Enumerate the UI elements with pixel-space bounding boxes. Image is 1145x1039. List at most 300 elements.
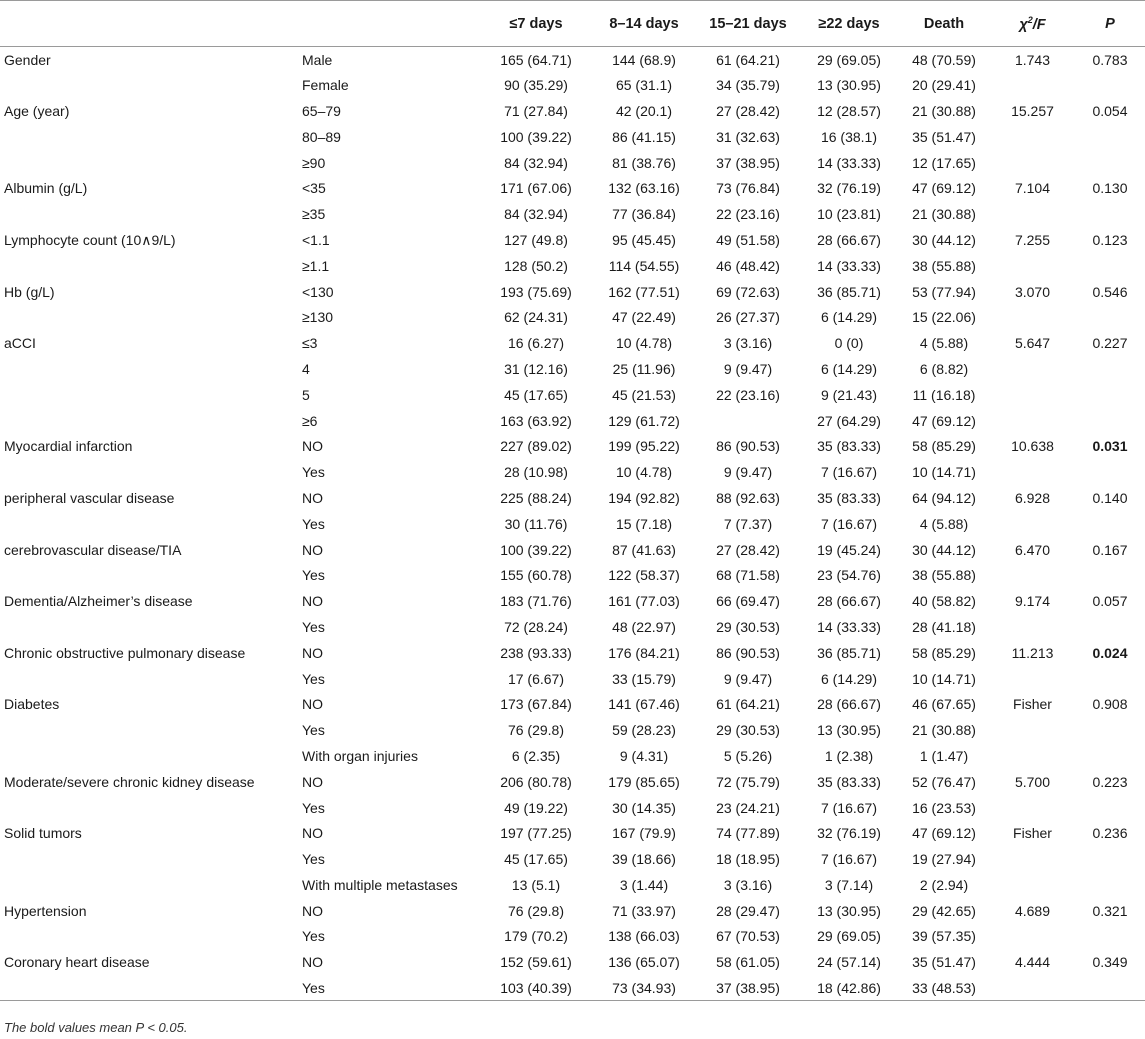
table-row (0, 227, 1145, 253)
level-cell: With organ injuries (302, 747, 418, 764)
level-cell: Yes (300, 975, 480, 1001)
le7-cell: 197 (77.25) (500, 825, 572, 842)
stat-cell (990, 562, 1075, 588)
days-8-14-cell: 179 (85.65) (608, 773, 680, 790)
ge22-cell: 19 (45.24) (817, 541, 881, 558)
days-15-21-cell: 29 (30.53) (716, 722, 780, 739)
table-row (0, 304, 1145, 330)
days-8-14-cell: 95 (45.45) (612, 231, 676, 248)
p-value-cell (1075, 408, 1145, 434)
table-row (0, 433, 1145, 459)
days-8-14-cell: 81 (38.76) (612, 154, 676, 171)
death-cell: 38 (55.88) (912, 257, 976, 274)
level-cell: 65–79 (302, 102, 341, 119)
stat-cell (990, 872, 1075, 898)
days-15-21-cell: 46 (48.42) (716, 257, 780, 274)
p-value-cell: 0.057 (1092, 593, 1128, 610)
death-cell: 1 (1.47) (919, 747, 969, 764)
p-value-cell: 0.167 (1092, 541, 1128, 558)
variable-cell (0, 408, 300, 434)
p-value-cell (1075, 666, 1145, 692)
table-row (0, 640, 1145, 666)
ge22-cell: 35 (83.33) (817, 489, 881, 506)
le7-cell: 62 (24.31) (504, 309, 568, 326)
days-15-21-cell: 86 (90.53) (716, 644, 780, 661)
ge22-cell: 32 (76.19) (817, 825, 881, 842)
le7-cell: 84 (32.94) (504, 154, 568, 171)
days-8-14-cell: 30 (14.35) (612, 799, 676, 816)
variable-cell: Gender (4, 51, 51, 68)
ge22-cell: 3 (7.14) (824, 876, 874, 893)
variable-cell (0, 382, 300, 408)
days-15-21-cell: 66 (69.47) (716, 593, 780, 610)
death-cell: 21 (30.88) (912, 722, 976, 739)
level-cell: Yes (302, 670, 325, 687)
death-cell: 35 (51.47) (912, 954, 976, 971)
variable-cell: cerebrovascular disease/TIA (4, 541, 182, 558)
p-value-cell (1075, 975, 1145, 1001)
stat-cell: 6.928 (1014, 489, 1051, 506)
le7-cell: 103 (40.39) (480, 975, 592, 1001)
p-value-cell (1075, 150, 1145, 176)
level-cell: 4 (302, 360, 310, 377)
table-row (0, 356, 1145, 382)
variable-cell (0, 356, 300, 382)
days-8-14-cell: 132 (63.16) (608, 180, 680, 197)
stat-cell: 6.470 (1014, 541, 1051, 558)
le7-cell: 72 (28.24) (504, 618, 568, 635)
days-15-21-cell: 27 (28.42) (716, 541, 780, 558)
variable-cell: Myocardial infarction (4, 438, 133, 455)
variable-cell: Age (year) (4, 102, 70, 119)
variable-cell (0, 795, 300, 821)
ge22-cell: 7 (16.67) (820, 464, 878, 481)
stat-cell (990, 201, 1075, 227)
le7-cell: 171 (67.06) (500, 180, 572, 197)
variable-cell: Albumin (g/L) (4, 180, 88, 197)
death-cell: 40 (58.82) (912, 593, 976, 610)
stat-cell: 10.638 (1011, 438, 1054, 455)
header-ge22: ≥22 days (800, 1, 898, 47)
le7-cell: 238 (93.33) (500, 644, 572, 661)
death-cell: 4 (5.88) (919, 335, 969, 352)
ge22-cell: 7 (16.67) (820, 515, 878, 532)
variable-cell: Hb (g/L) (4, 283, 55, 300)
ge22-cell: 32 (76.19) (817, 180, 881, 197)
le7-cell: 49 (19.22) (504, 799, 568, 816)
days-15-21-cell: 72 (75.79) (716, 773, 780, 790)
days-8-14-cell: 199 (95.22) (608, 438, 680, 455)
p-value-cell: 0.236 (1092, 825, 1128, 842)
variable-cell (0, 717, 300, 743)
death-cell: 12 (17.65) (912, 154, 976, 171)
level-cell: ≥35 (302, 206, 326, 223)
days-15-21-cell: 88 (92.63) (716, 489, 780, 506)
death-cell: 10 (14.71) (912, 670, 976, 687)
stat-cell (990, 356, 1075, 382)
ge22-cell: 14 (33.33) (817, 154, 881, 171)
ge22-cell: 28 (66.67) (817, 593, 881, 610)
days-8-14-cell: 144 (68.9) (612, 51, 676, 68)
days-15-21-cell: 58 (61.05) (716, 954, 780, 971)
ge22-cell: 13 (30.95) (817, 722, 881, 739)
p-value-cell (1075, 924, 1145, 950)
variable-cell: Diabetes (4, 696, 60, 713)
variable-cell (0, 124, 300, 150)
le7-cell: 227 (89.02) (500, 438, 572, 455)
days-8-14-cell: 77 (36.84) (612, 206, 676, 223)
level-cell: NO (302, 644, 323, 661)
days-8-14-cell: 162 (77.51) (608, 283, 680, 300)
days-15-21-cell: 9 (9.47) (723, 464, 773, 481)
stat-cell (990, 124, 1075, 150)
p-value-cell (1075, 356, 1145, 382)
level-cell: Male (302, 51, 333, 68)
header-level (300, 1, 480, 47)
death-cell: 2 (2.94) (919, 876, 969, 893)
variable-cell (0, 201, 300, 227)
days-8-14-cell: 48 (22.97) (612, 618, 676, 635)
p-value-cell: 0.054 (1092, 102, 1128, 119)
variable-cell: Moderate/severe chronic kidney disease (4, 773, 255, 790)
death-cell: 48 (70.59) (912, 51, 976, 68)
table-row (0, 72, 1145, 98)
death-cell: 21 (30.88) (912, 102, 976, 119)
level-cell: ≥1.1 (302, 257, 330, 274)
ge22-cell: 14 (33.33) (817, 618, 881, 635)
table-row (0, 279, 1145, 305)
ge22-cell: 29 (69.05) (817, 51, 881, 68)
level-cell: ≥130 (302, 309, 334, 326)
header-row (0, 1, 1145, 47)
stat-cell (990, 614, 1075, 640)
ge22-cell: 13 (30.95) (817, 902, 881, 919)
le7-cell: 179 (70.2) (504, 928, 568, 945)
p-value-cell (1075, 201, 1145, 227)
ge22-cell: 27 (64.29) (817, 412, 881, 429)
days-8-14-cell: 167 (79.9) (612, 825, 676, 842)
le7-cell: 45 (17.65) (504, 851, 568, 868)
le7-cell: 193 (75.69) (500, 283, 572, 300)
p-value-cell (1075, 124, 1145, 150)
level-cell: NO (302, 541, 323, 558)
ge22-cell: 6 (14.29) (820, 309, 878, 326)
p-value-cell: 0.123 (1092, 231, 1128, 248)
death-cell: 29 (42.65) (912, 902, 976, 919)
days-8-14-cell: 42 (20.1) (615, 102, 673, 119)
ge22-cell: 14 (33.33) (817, 257, 881, 274)
le7-cell: 16 (6.27) (507, 335, 565, 352)
death-cell: 4 (5.88) (919, 515, 969, 532)
level-cell: Yes (302, 567, 325, 584)
le7-cell: 100 (39.22) (500, 541, 572, 558)
table-row (0, 47, 1145, 73)
le7-cell: 152 (59.61) (500, 954, 572, 971)
header-stat (990, 1, 1075, 47)
table-row (0, 614, 1145, 640)
ge22-cell: 6 (14.29) (820, 360, 878, 377)
death-cell: 15 (22.06) (912, 309, 976, 326)
variable-cell: Chronic obstructive pulmonary disease (4, 644, 246, 661)
stat-cell (990, 975, 1075, 1001)
table-row (0, 459, 1145, 485)
header-stat-sup: 2 (1027, 14, 1033, 25)
death-cell: 16 (23.53) (912, 799, 976, 816)
p-value-cell: 0.227 (1092, 335, 1128, 352)
le7-cell: 76 (29.8) (507, 902, 565, 919)
days-15-21-cell: 61 (64.21) (716, 51, 780, 68)
stat-cell (990, 304, 1075, 330)
days-15-21-cell: 26 (27.37) (716, 309, 780, 326)
level-cell: NO (302, 696, 323, 713)
p-value-cell (1075, 511, 1145, 537)
le7-cell: 173 (67.84) (500, 696, 572, 713)
variable-cell (0, 872, 300, 898)
stat-cell (990, 666, 1075, 692)
ge22-cell: 1 (2.38) (824, 747, 874, 764)
p-value-cell: 0.783 (1092, 51, 1128, 68)
days-15-21-cell: 37 (38.95) (716, 154, 780, 171)
stat-cell: 3.070 (1014, 283, 1051, 300)
death-cell: 39 (57.35) (912, 928, 976, 945)
level-cell: Yes (302, 851, 325, 868)
p-value-cell (1075, 562, 1145, 588)
le7-cell: 71 (27.84) (504, 102, 568, 119)
death-cell: 35 (51.47) (912, 128, 976, 145)
table-row (0, 717, 1145, 743)
p-value-cell (1075, 717, 1145, 743)
death-cell: 11 (16.18) (912, 386, 976, 403)
death-cell: 64 (94.12) (912, 489, 976, 506)
days-8-14-cell: 9 (4.31) (619, 747, 669, 764)
table-row (0, 666, 1145, 692)
days-15-21-cell: 28 (29.47) (716, 902, 780, 919)
ge22-cell: 36 (85.71) (817, 644, 881, 661)
le7-cell: 45 (17.65) (504, 386, 568, 403)
table-row (0, 511, 1145, 537)
table-row (0, 562, 1145, 588)
days-15-21-cell: 3 (3.16) (723, 876, 773, 893)
days-15-21-cell: 67 (70.53) (716, 928, 780, 945)
days-8-14-cell: 138 (66.03) (608, 928, 680, 945)
days-15-21-cell: 37 (38.95) (696, 975, 800, 1001)
days-15-21-cell: 73 (76.84) (716, 180, 780, 197)
p-value-cell: 0.546 (1092, 283, 1128, 300)
level-cell: NO (302, 825, 323, 842)
stat-cell (990, 459, 1075, 485)
p-value-cell (1075, 614, 1145, 640)
le7-cell: 127 (49.8) (504, 231, 568, 248)
stat-cell (990, 382, 1075, 408)
le7-cell: 90 (35.29) (504, 77, 568, 94)
table-row (0, 691, 1145, 717)
le7-cell: 183 (71.76) (500, 593, 572, 610)
stat-cell: 4.689 (1014, 902, 1051, 919)
days-8-14-cell: 122 (58.37) (608, 567, 680, 584)
days-8-14-cell: 136 (65.07) (608, 954, 680, 971)
ge22-cell: 16 (38.1) (820, 128, 878, 145)
table-row (0, 769, 1145, 795)
p-value-cell: 0.349 (1092, 954, 1128, 971)
ge22-cell: 0 (0) (834, 335, 864, 352)
table-row (0, 795, 1145, 821)
days-8-14-cell: 39 (18.66) (612, 851, 676, 868)
death-cell: 21 (30.88) (912, 206, 976, 223)
death-cell: 30 (44.12) (912, 231, 976, 248)
le7-cell: 30 (11.76) (504, 515, 568, 532)
days-15-21-cell: 29 (30.53) (716, 618, 780, 635)
ge22-cell: 28 (66.67) (817, 231, 881, 248)
ge22-cell: 13 (30.95) (817, 77, 881, 94)
table-row (0, 330, 1145, 356)
header-variable (0, 1, 300, 47)
stat-cell (990, 846, 1075, 872)
variable-cell: Hypertension (4, 902, 87, 919)
stat-cell: 5.647 (1014, 335, 1051, 352)
stat-cell (990, 511, 1075, 537)
table-row (0, 820, 1145, 846)
header-8-14: 8–14 days (592, 1, 696, 47)
header-le7: ≤7 days (480, 1, 592, 47)
death-cell: 47 (69.12) (912, 180, 976, 197)
ge22-cell: 23 (54.76) (817, 567, 881, 584)
level-cell: NO (302, 489, 323, 506)
ge22-cell: 18 (42.86) (800, 975, 898, 1001)
level-cell: NO (302, 773, 323, 790)
ge22-cell: 10 (23.81) (817, 206, 881, 223)
days-8-14-cell: 87 (41.63) (612, 541, 676, 558)
table-row (0, 975, 1145, 1001)
level-cell: NO (302, 902, 323, 919)
table-body (0, 47, 1145, 1001)
level-cell: NO (302, 438, 323, 455)
death-cell: 58 (85.29) (912, 438, 976, 455)
variable-cell (0, 459, 300, 485)
ge22-cell: 9 (21.43) (820, 386, 878, 403)
ge22-cell: 29 (69.05) (817, 928, 881, 945)
p-value-cell: 0.140 (1092, 489, 1128, 506)
p-value-cell: 0.031 (1092, 438, 1128, 455)
death-cell: 47 (69.12) (912, 825, 976, 842)
ge22-cell: 7 (16.67) (820, 799, 878, 816)
stat-cell (990, 717, 1075, 743)
table-row (0, 846, 1145, 872)
days-8-14-cell: 161 (77.03) (608, 593, 680, 610)
level-cell: 80–89 (302, 128, 341, 145)
days-15-21-cell: 9 (9.47) (723, 360, 773, 377)
death-cell: 6 (8.82) (919, 360, 969, 377)
days-15-21-cell: 23 (24.21) (716, 799, 780, 816)
stat-cell: Fisher (1013, 825, 1052, 842)
variable-cell: Dementia/Alzheimer’s disease (4, 593, 193, 610)
ge22-cell: 35 (83.33) (817, 773, 881, 790)
death-cell: 28 (41.18) (912, 618, 976, 635)
table-row (0, 898, 1145, 924)
death-cell: 10 (14.71) (912, 464, 976, 481)
days-15-21-cell: 27 (28.42) (716, 102, 780, 119)
le7-cell: 163 (63.92) (500, 412, 572, 429)
variable-cell: aCCI (4, 335, 36, 352)
le7-cell: 84 (32.94) (504, 206, 568, 223)
death-cell: 52 (76.47) (912, 773, 976, 790)
variable-cell (0, 614, 300, 640)
days-15-21-cell: 68 (71.58) (716, 567, 780, 584)
variable-cell (0, 511, 300, 537)
days-15-21-cell: 74 (77.89) (716, 825, 780, 842)
variable-cell: peripheral vascular disease (4, 489, 175, 506)
days-15-21-cell (696, 408, 800, 434)
le7-cell: 6 (2.35) (511, 747, 561, 764)
death-cell: 20 (29.41) (912, 77, 976, 94)
variable-cell (0, 253, 300, 279)
days-15-21-cell: 3 (3.16) (723, 335, 773, 352)
level-cell: NO (302, 593, 323, 610)
days-15-21-cell: 86 (90.53) (716, 438, 780, 455)
days-15-21-cell: 34 (35.79) (716, 77, 780, 94)
days-8-14-cell: 129 (61.72) (608, 412, 680, 429)
level-cell: <130 (302, 283, 334, 300)
days-8-14-cell: 47 (22.49) (612, 309, 676, 326)
p-value-cell (1075, 72, 1145, 98)
death-cell: 47 (69.12) (912, 412, 976, 429)
footnote: The bold values mean P < 0.05. (4, 1020, 188, 1035)
table-row (0, 150, 1145, 176)
variable-cell (0, 72, 300, 98)
days-8-14-cell: 65 (31.1) (615, 77, 673, 94)
table-row (0, 175, 1145, 201)
stat-cell: Fisher (1013, 696, 1052, 713)
days-15-21-cell: 31 (32.63) (716, 128, 780, 145)
table-row (0, 924, 1145, 950)
days-15-21-cell: 49 (51.58) (716, 231, 780, 248)
header-death: Death (898, 1, 990, 47)
days-8-14-cell: 3 (1.44) (619, 876, 669, 893)
days-8-14-cell: 71 (33.97) (612, 902, 676, 919)
level-cell: Female (302, 77, 349, 94)
days-8-14-cell: 86 (41.15) (612, 128, 676, 145)
level-cell: Yes (302, 464, 325, 481)
stat-cell (990, 150, 1075, 176)
death-cell: 33 (48.53) (898, 975, 990, 1001)
level-cell: Yes (302, 799, 325, 816)
header-p: P (1075, 1, 1145, 47)
table-row (0, 949, 1145, 975)
level-cell: ≥90 (302, 154, 326, 171)
level-cell: With multiple metastases (302, 876, 458, 893)
table-row (0, 98, 1145, 124)
stat-cell: 7.255 (1014, 231, 1051, 248)
days-8-14-cell: 194 (92.82) (608, 489, 680, 506)
death-cell: 58 (85.29) (912, 644, 976, 661)
table-row (0, 485, 1145, 511)
le7-cell: 31 (12.16) (504, 360, 568, 377)
header-15-21: 15–21 days (696, 1, 800, 47)
le7-cell: 225 (88.24) (500, 489, 572, 506)
ge22-cell: 7 (16.67) (820, 851, 878, 868)
level-cell: NO (302, 954, 323, 971)
stat-cell: 15.257 (1011, 102, 1054, 119)
p-value-cell (1075, 382, 1145, 408)
table-row (0, 537, 1145, 563)
days-15-21-cell: 18 (18.95) (716, 851, 780, 868)
table-row (0, 408, 1145, 434)
stat-cell (990, 795, 1075, 821)
level-cell: 5 (302, 386, 310, 403)
le7-cell: 17 (6.67) (507, 670, 565, 687)
header-stat-chi: χ (1019, 16, 1028, 33)
level-cell: <35 (302, 180, 326, 197)
days-15-21-cell: 69 (72.63) (716, 283, 780, 300)
